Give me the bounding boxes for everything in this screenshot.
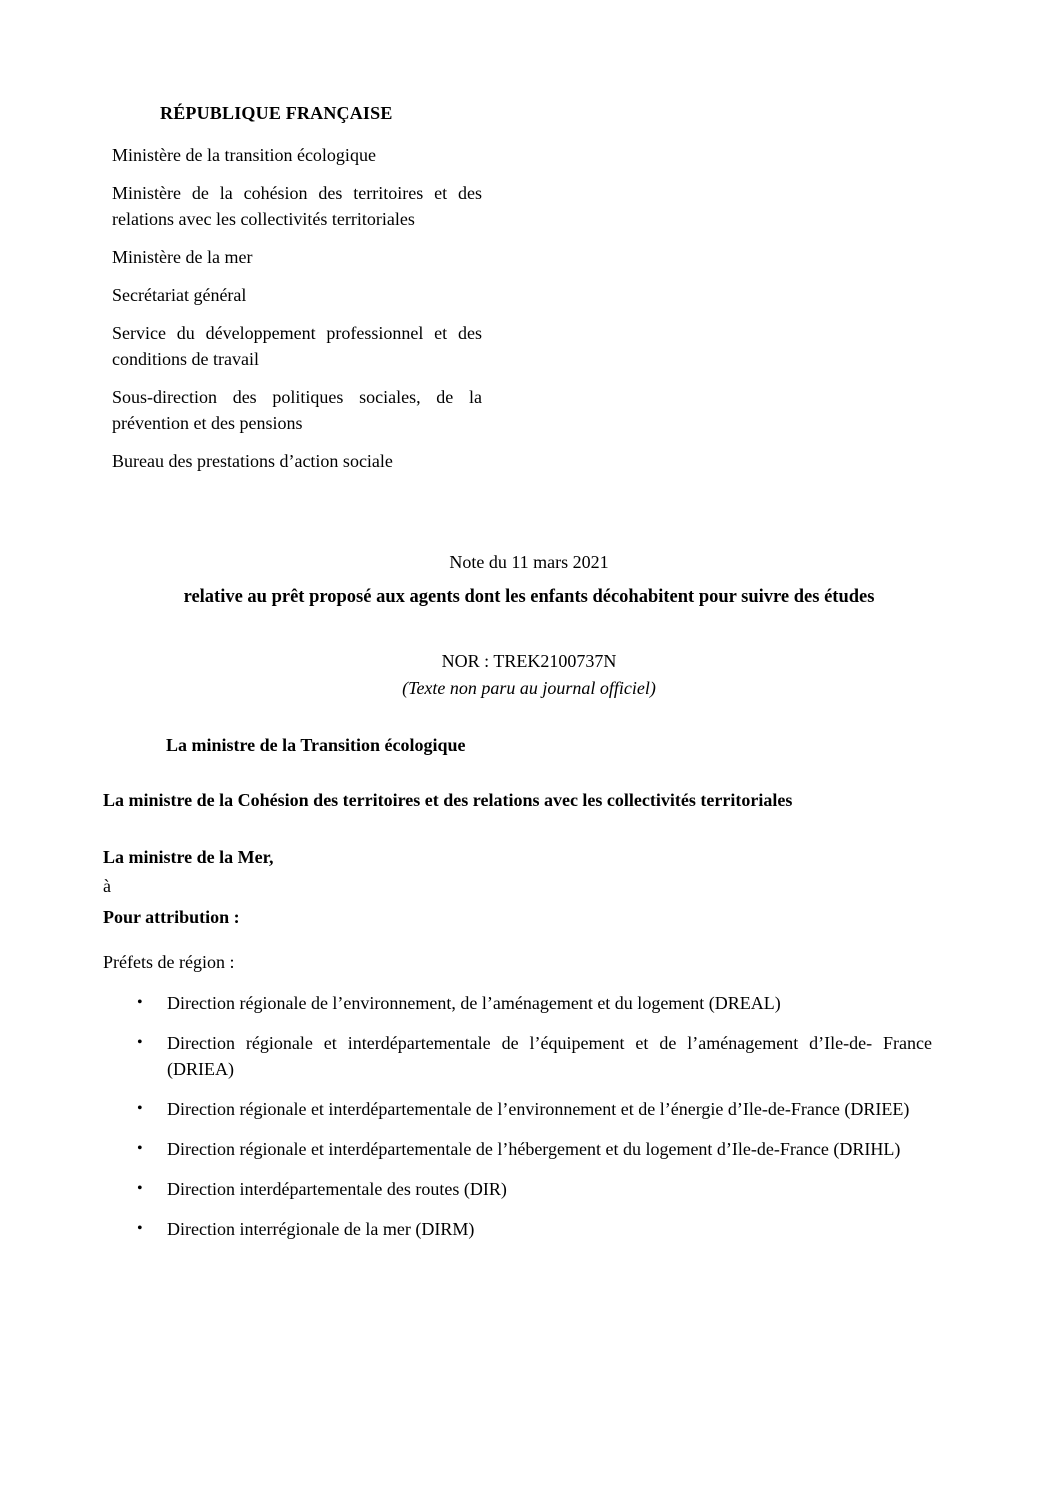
- list-item-text: Direction régionale et interdépartementale de l’environnement et de l’énergie d’Ile-de-France (DRIEE): [167, 1099, 910, 1119]
- list-item-text: Direction régionale et interdépartementale de l’hébergement et du logement d’Ile-de-France (DRIHL): [167, 1139, 901, 1159]
- letterhead: [112, 103, 482, 474]
- list-item: [137, 1216, 932, 1242]
- list-item: [137, 1136, 932, 1162]
- nor-block: [0, 651, 1058, 699]
- list-item-text: Direction régionale de l’environnement, de l’aménagement et du logement (DREAL): [167, 993, 781, 1013]
- bullet-icon: •: [137, 1100, 143, 1117]
- list-item-text: Direction interrégionale de la mer (DIRM): [167, 1219, 475, 1239]
- prefets-label: Préfets de région :: [103, 952, 235, 972]
- pour-attribution-label: Pour attribution :: [103, 907, 240, 927]
- minister-transition: La ministre de la Transition écologique: [166, 735, 466, 755]
- list-item-text: Direction régionale et interdépartementale de l’équipement et de l’aménagement d’Ile-de- France (DRIEA): [167, 1033, 932, 1079]
- note-heading: [0, 552, 1058, 608]
- list-item-text: Direction interdépartementale des routes (DIR): [167, 1179, 507, 1199]
- list-item: [137, 1176, 932, 1202]
- bureau-line: Bureau des prestations d’action sociale: [112, 451, 393, 471]
- directions-list: [137, 990, 932, 1256]
- nor-number: NOR : TREK2100737N: [441, 651, 617, 671]
- bullet-icon: •: [137, 1140, 143, 1157]
- note-subject: relative au prêt proposé aux agents dont les enfants décohabitent pour suivre des études: [183, 587, 875, 607]
- list-item: [137, 1030, 932, 1082]
- republic-title: RÉPUBLIQUE FRANÇAISE: [160, 103, 393, 123]
- service-line: Service du développement professionnel et des conditions de travail: [112, 323, 482, 369]
- ministry-line-cohesion: Ministère de la cohésion des territoires et des relations avec les collectivités territoriales: [112, 183, 482, 229]
- addressee-block: [103, 735, 933, 973]
- bullet-icon: •: [137, 994, 143, 1011]
- list-item: [137, 990, 932, 1016]
- bullet-icon: •: [137, 1220, 143, 1237]
- secretariat-line: Secrétariat général: [112, 285, 247, 305]
- bullet-icon: •: [137, 1180, 143, 1197]
- bullet-icon: •: [137, 1034, 143, 1051]
- a-line: à: [103, 876, 111, 896]
- minister-mer: La ministre de la Mer,: [103, 847, 274, 867]
- ministry-line-transition: Ministère de la transition écologique: [112, 145, 376, 165]
- note-date: Note du 11 mars 2021: [449, 552, 609, 572]
- list-item: [137, 1096, 932, 1122]
- sous-direction-line: Sous-direction des politiques sociales, de la prévention et des pensions: [112, 387, 482, 433]
- minister-cohesion: La ministre de la Cohésion des territoires et des relations avec les collectivités territoriales: [103, 790, 793, 810]
- ministry-line-mer: Ministère de la mer: [112, 247, 253, 267]
- journal-note: (Texte non paru au journal officiel): [402, 678, 656, 698]
